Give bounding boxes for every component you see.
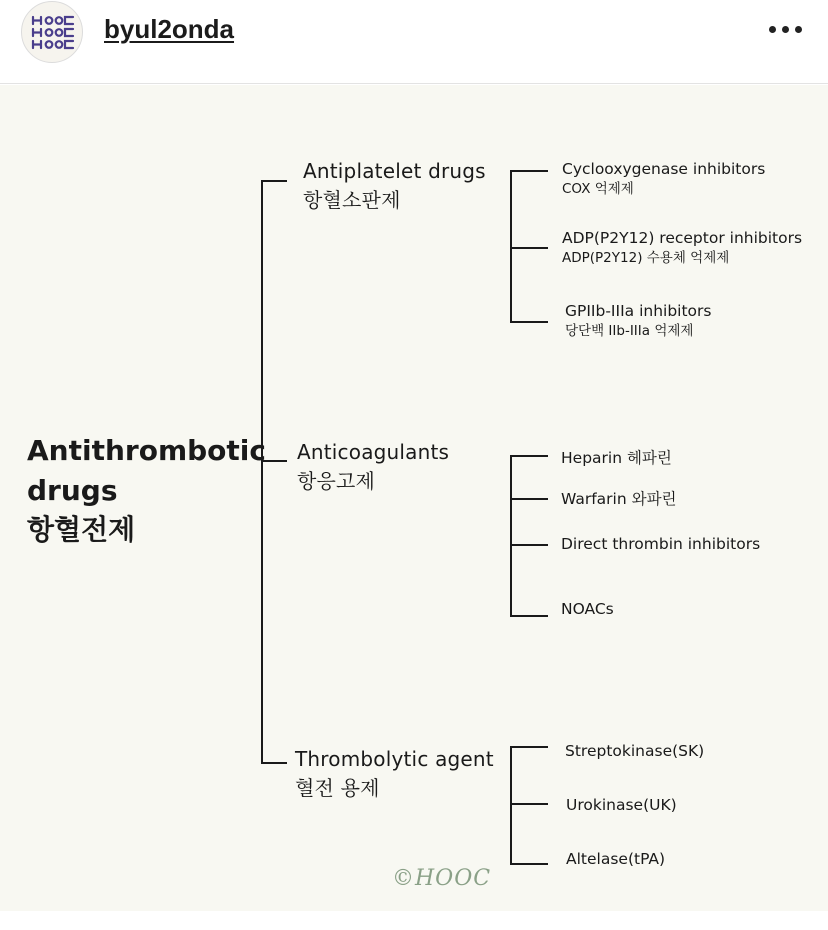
post-image-diagram: [0, 85, 828, 911]
more-options-icon[interactable]: [766, 26, 804, 36]
branch-anticoagulants-en: Anticoagulants: [297, 440, 450, 464]
leaf-adp-inhibitors-ko: ADP(P2Y12) 수용체 억제제: [562, 250, 730, 266]
tree-connector-lines: [0, 85, 828, 911]
branch-thrombolytic-ko: 혈전 용제: [295, 776, 380, 800]
leaf-direct-thrombin: Direct thrombin inhibitors: [561, 535, 761, 553]
branch-anticoagulants-ko: 항응고제: [297, 469, 376, 493]
root-label-ko: 항혈전제: [27, 513, 136, 546]
branch-antiplatelet-ko: 항혈소판제: [303, 188, 401, 212]
signature-watermark: ©HOOC: [392, 866, 492, 891]
branch-antiplatelet-en: Antiplatelet drugs: [303, 159, 486, 183]
post-header: [0, 0, 828, 84]
leaf-heparin: Heparin 헤파린: [561, 449, 672, 467]
leaf-adp-inhibitors: ADP(P2Y12) receptor inhibitors: [562, 229, 803, 247]
leaf-warfarin: Warfarin 와파린: [561, 490, 677, 508]
profile-avatar[interactable]: [21, 1, 83, 63]
leaf-noacs: NOACs: [561, 600, 614, 618]
leaf-gp-inhibitors: GPIIb-IIIa inhibitors: [565, 302, 712, 320]
leaf-cox-inhibitors: Cyclooxygenase inhibitors: [562, 160, 766, 178]
leaf-cox-inhibitors-ko: COX 억제제: [562, 181, 634, 197]
leaf-gp-inhibitors-ko: 당단백 IIb-IIIa 억제제: [565, 323, 694, 339]
brand-logo-icon: [31, 15, 75, 51]
profile-username-link[interactable]: byul2onda: [104, 14, 235, 44]
leaf-alteplase: Altelase(tPA): [566, 850, 666, 868]
root-label-en-2: drugs: [27, 474, 118, 507]
branch-thrombolytic-en: Thrombolytic agent: [295, 747, 494, 771]
root-label-en-1: Antithrombotic: [27, 434, 266, 467]
leaf-urokinase: Urokinase(UK): [566, 796, 677, 814]
leaf-streptokinase: Streptokinase(SK): [565, 742, 705, 760]
post-footer-space: [0, 911, 828, 930]
